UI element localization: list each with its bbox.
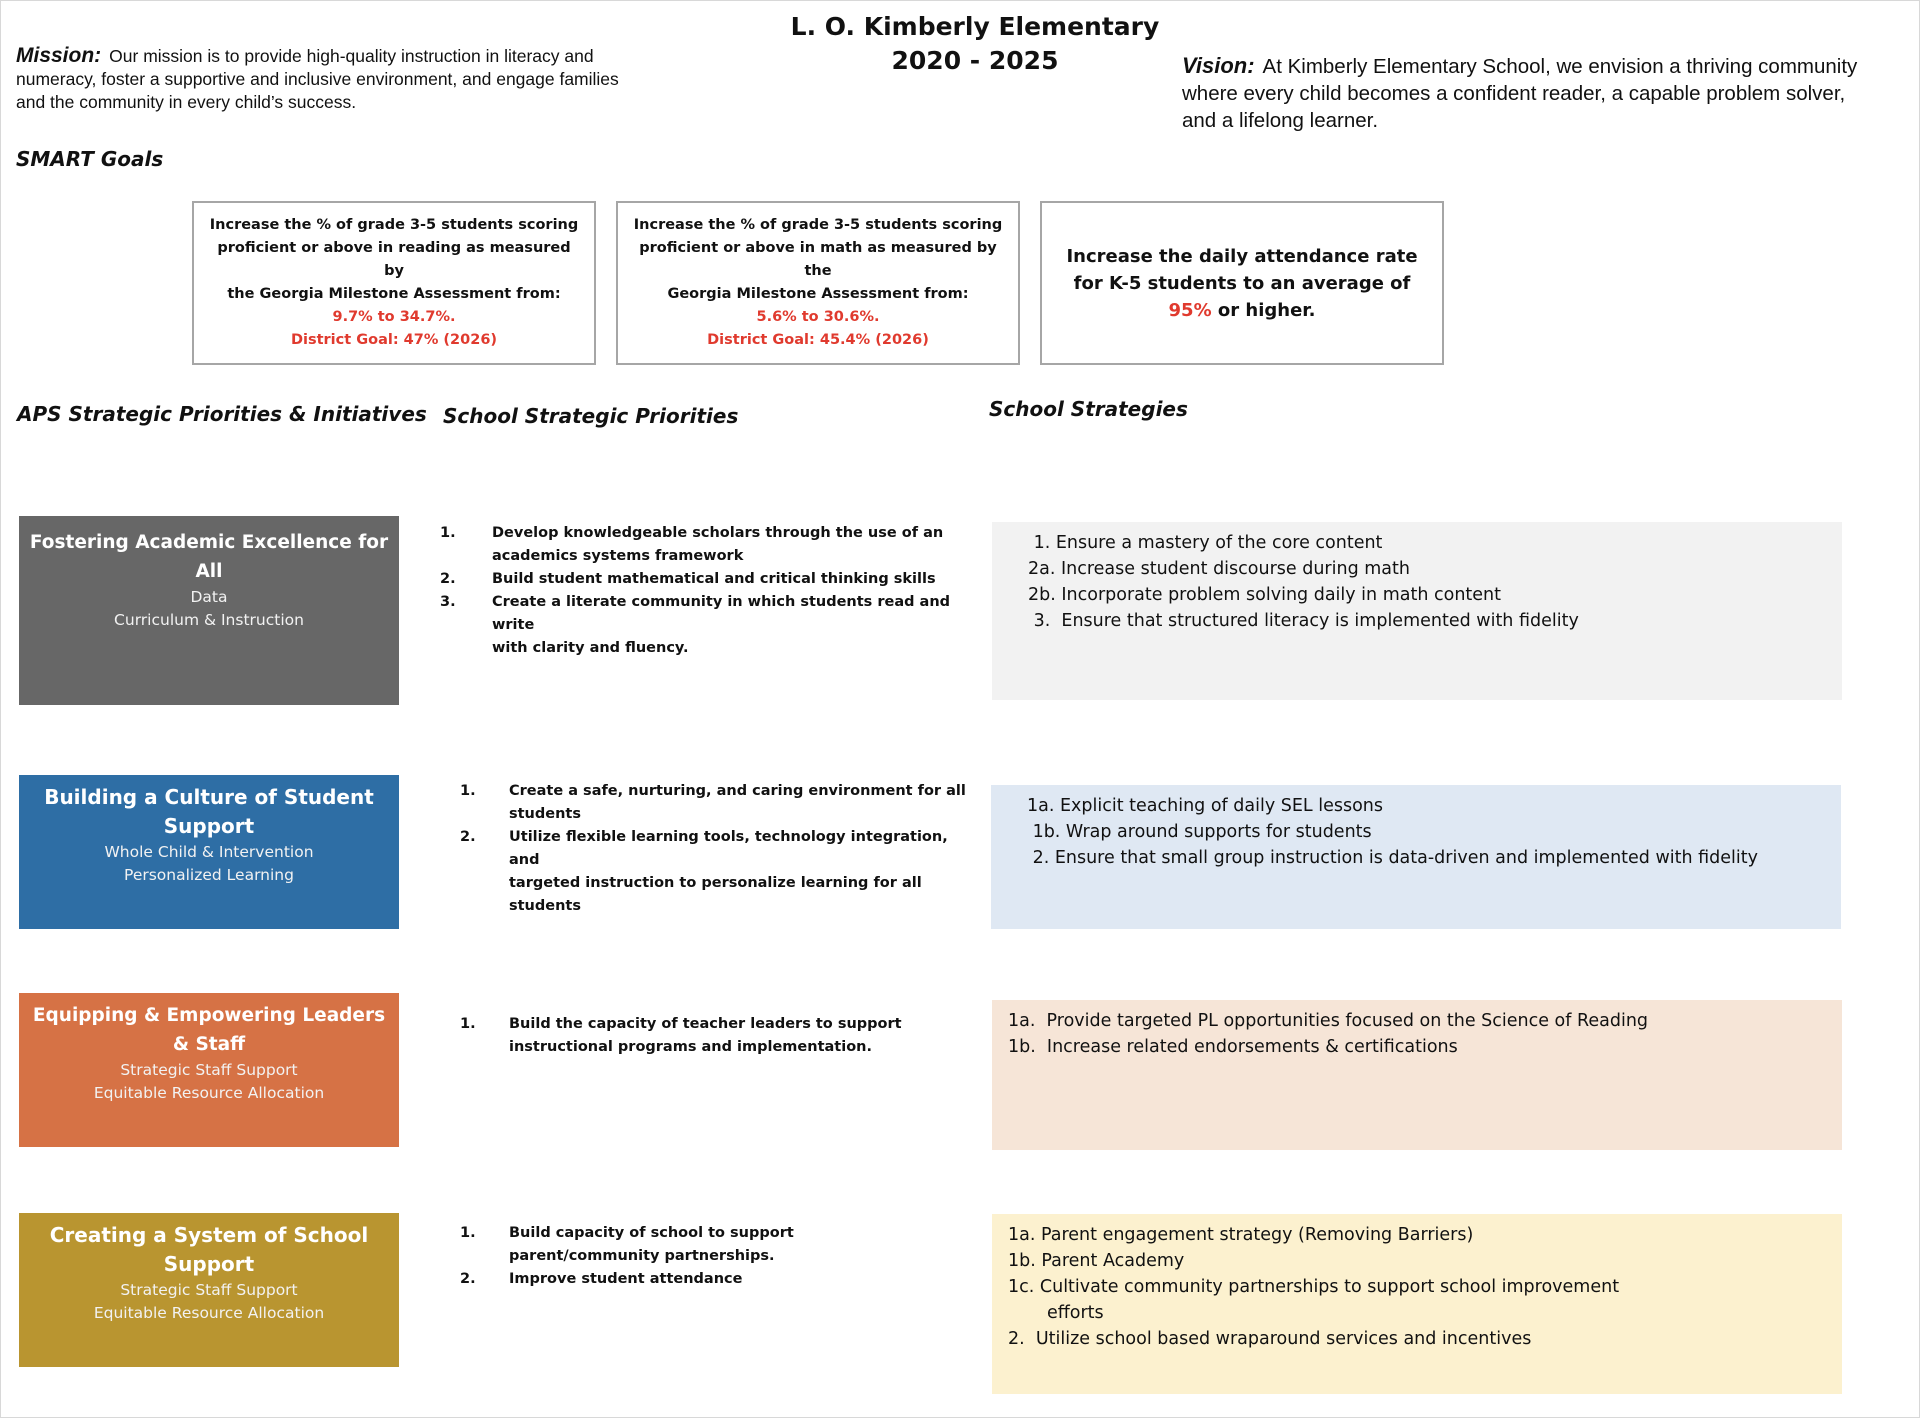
- strategy-line: 2b. Incorporate problem solving daily in math content: [1028, 585, 1501, 605]
- goal-text: or higher.: [1217, 299, 1316, 321]
- goal-line: proficient or above in math as measured by the: [639, 240, 997, 279]
- item-line: Develop knowledgeable scholars through the use of an: [492, 525, 944, 541]
- priority-box-school-support: [19, 1213, 399, 1367]
- priority-subtitle: Equitable Resource Allocation: [93, 1084, 325, 1102]
- mission-statement: [16, 44, 696, 114]
- list-item: [460, 1222, 980, 1268]
- priority-title: Fostering Academic Excellence for All: [29, 532, 389, 582]
- strategy-line: 2. Ensure that small group instruction is data-driven and implemented with fidelity: [1027, 848, 1758, 868]
- item-number: 2.: [440, 571, 456, 587]
- goal-line: Increase the % of grade 3-5 students scoring: [209, 217, 579, 233]
- priority-subtitle: Personalized Learning: [124, 866, 294, 884]
- item-line: Build capacity of school to support: [509, 1225, 794, 1241]
- item-number: 2.: [460, 829, 476, 845]
- strategy-box-2: [991, 785, 1841, 929]
- school-priorities-list-2: [460, 780, 980, 918]
- list-item: [460, 1268, 980, 1291]
- strategy-line: 2. Utilize school based wraparound services and incentives: [1008, 1329, 1532, 1349]
- priority-subtitle: Data: [190, 588, 228, 606]
- item-line: with clarity and fluency.: [492, 640, 689, 656]
- priority-subtitle: Whole Child & Intervention: [104, 843, 314, 861]
- item-line: Utilize flexible learning tools, technology integration, and: [509, 829, 948, 868]
- list-item: [460, 780, 980, 826]
- item-line: targeted instruction to personalize learning for all: [509, 875, 922, 891]
- goal-target: 5.6% to 30.6%.: [756, 309, 880, 325]
- school-priorities-list-3: [460, 1013, 980, 1059]
- strategy-box-3: [992, 1000, 1842, 1150]
- smart-goals-heading: SMART Goals: [16, 147, 164, 171]
- priority-subtitle: Strategic Staff Support: [120, 1281, 298, 1299]
- school-strategies-heading: School Strategies: [989, 397, 1188, 421]
- list-item: [460, 1013, 980, 1059]
- item-number: 1.: [440, 525, 456, 541]
- strategy-line: 1a. Provide targeted PL opportunities focused on the Science of Reading: [1008, 1011, 1649, 1031]
- district-goal: District Goal: 47% (2026): [290, 332, 498, 348]
- list-item: [440, 591, 980, 660]
- item-line: students: [509, 898, 581, 914]
- strategy-line: 1. Ensure a mastery of the core content: [1028, 533, 1383, 553]
- strategy-line: 3. Ensure that structured literacy is implemented with fidelity: [1028, 611, 1579, 631]
- goal-math: [616, 201, 1020, 365]
- item-line: Build student mathematical and critical thinking skills: [492, 571, 936, 587]
- school-priorities-list-4: [460, 1222, 980, 1291]
- goal-text: Increase the daily attendance rate for K-5 students to an average of: [1066, 245, 1418, 294]
- item-line: Improve student attendance: [509, 1271, 743, 1287]
- list-item: [440, 522, 980, 568]
- item-line: Build the capacity of teacher leaders to support: [509, 1016, 902, 1032]
- goal-attendance-text: [1064, 243, 1420, 324]
- item-line: students: [509, 806, 581, 822]
- mission-label: Mission:: [16, 44, 102, 67]
- goal-target: 9.7% to 34.7%.: [332, 309, 456, 325]
- school-priorities-heading: School Strategic Priorities: [443, 404, 739, 428]
- vision-line: where every child becomes a confident reader, a capable problem solver,: [1182, 82, 1846, 105]
- strategy-box-1: [992, 522, 1842, 700]
- mission-line: Our mission is to provide high-quality instruction in literacy and: [109, 46, 594, 66]
- vision-line: and a lifelong learner.: [1182, 109, 1379, 132]
- strategy-box-4: [992, 1214, 1842, 1394]
- strategy-line: efforts: [1008, 1303, 1104, 1323]
- priority-title: Equipping & Empowering Leaders & Staff: [32, 1005, 386, 1055]
- district-goal: District Goal: 45.4% (2026): [707, 332, 929, 348]
- goal-line: proficient or above in reading as measured by: [217, 240, 571, 279]
- goal-line: Georgia Milestone Assessment from:: [667, 286, 969, 302]
- priority-subtitle: Equitable Resource Allocation: [93, 1304, 325, 1322]
- school-name: L. O. Kimberly Elementary: [790, 12, 1160, 41]
- priority-box-leaders-staff: [19, 993, 399, 1147]
- item-number: 1.: [460, 783, 476, 799]
- item-line: academics systems framework: [492, 548, 744, 564]
- page-title: [760, 10, 1190, 78]
- item-line: instructional programs and implementation.: [509, 1039, 872, 1055]
- strategy-line: 1a. Explicit teaching of daily SEL lessons: [1027, 796, 1383, 816]
- priority-subtitle: Strategic Staff Support: [120, 1061, 298, 1079]
- goal-highlight: 95%: [1168, 299, 1212, 321]
- priority-title: Building a Culture of Student Support: [44, 785, 374, 838]
- item-line: Create a literate community in which students read and write: [492, 594, 951, 633]
- strategy-line: 1b. Increase related endorsements & certifications: [1008, 1037, 1458, 1057]
- item-number: 1.: [460, 1016, 476, 1032]
- item-number: 3.: [440, 594, 456, 610]
- item-number: 2.: [460, 1271, 476, 1287]
- strategy-line: 2a. Increase student discourse during math: [1028, 559, 1410, 579]
- aps-priorities-heading: APS Strategic Priorities & Initiatives: [17, 402, 427, 426]
- plan-years: 2020 - 2025: [891, 46, 1059, 75]
- list-item: [460, 826, 980, 918]
- list-item: [440, 568, 980, 591]
- priority-subtitle: Curriculum & Instruction: [114, 611, 304, 629]
- priority-title: Creating a System of School Support: [49, 1223, 369, 1276]
- strategy-line: 1b. Wrap around supports for students: [1027, 822, 1372, 842]
- mission-line: numeracy, foster a supportive and inclusive environment, and engage families: [16, 69, 619, 89]
- priority-box-student-support: [19, 775, 399, 929]
- strategy-line: 1c. Cultivate community partnerships to support school improvement: [1008, 1277, 1620, 1297]
- goal-reading: [192, 201, 596, 365]
- vision-statement: [1182, 52, 1902, 134]
- goal-line: the Georgia Milestone Assessment from:: [227, 286, 561, 302]
- priority-box-academic-excellence: [19, 516, 399, 705]
- item-line: parent/community partnerships.: [509, 1248, 775, 1264]
- item-number: 1.: [460, 1225, 476, 1241]
- mission-line: and the community in every child’s success.: [16, 92, 357, 112]
- school-priorities-list-1: [440, 522, 980, 660]
- vision-label: Vision:: [1182, 53, 1255, 78]
- goal-attendance: [1040, 201, 1444, 365]
- vision-line: At Kimberly Elementary School, we envision a thriving community: [1262, 55, 1858, 78]
- strategy-line: 1a. Parent engagement strategy (Removing Barriers): [1008, 1225, 1474, 1245]
- item-line: Create a safe, nurturing, and caring environment for all: [509, 783, 966, 799]
- goal-line: Increase the % of grade 3-5 students scoring: [633, 217, 1003, 233]
- strategy-line: 1b. Parent Academy: [1008, 1251, 1185, 1271]
